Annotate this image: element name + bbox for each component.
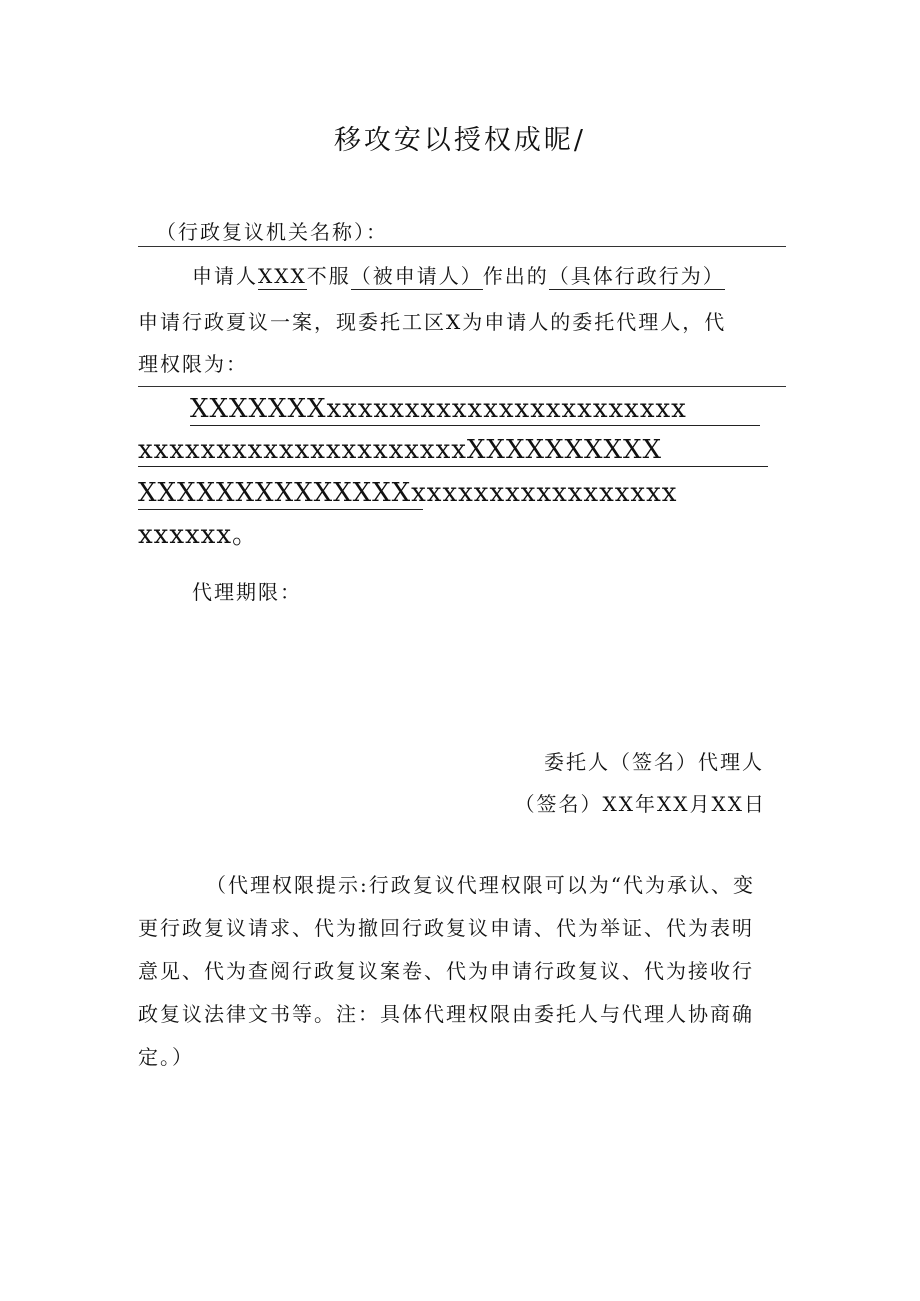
- underline: [138, 466, 768, 467]
- signature-line-2: （签名）XX年XX月XX日: [514, 792, 766, 816]
- applicant-name-field: XXX: [258, 264, 307, 288]
- administrative-act-field: （具体行政行为）: [548, 264, 725, 288]
- scope-line-1: XXXXXXXxxxxxxxxxxxxxxxxxxxxxxx: [190, 394, 687, 424]
- note-line-1: （代理权限提示:行政复议代理权限可以为“代为承认、变: [206, 873, 755, 897]
- text-made: 作出的: [482, 264, 549, 288]
- paragraph-line-1: [192, 260, 725, 289]
- scope-line-4: xxxxxx。: [138, 520, 259, 550]
- signature-line-1: 委托人（签名）代理人: [544, 750, 764, 774]
- underline: [190, 425, 760, 426]
- scope-line-3: XXXXXXXXXXXXXXxxxxxxxxxxxxxxxxx: [138, 478, 678, 508]
- addressee-line: （行政复议机关名称）：: [156, 220, 388, 244]
- respondent-field: （被申请人）: [350, 264, 483, 288]
- scope-line-2: xxxxxxxxxxxxxxxxxxxxxXXXXXXXXXX: [138, 435, 663, 465]
- document-title: 移攻安以授权成昵/: [333, 125, 587, 156]
- underline: [138, 509, 423, 510]
- paragraph-line-2: 申请行政夏议一案，现委托工区X为申请人的委托代理人，代: [138, 310, 727, 334]
- paragraph-line-3: 理权限为：: [138, 352, 248, 376]
- term-label: 代理期限：: [192, 580, 302, 604]
- text-disagree: 不服: [306, 264, 351, 288]
- rule-line: [138, 246, 786, 247]
- note-line-5: 定。）: [138, 1045, 194, 1069]
- note-line-4: 政复议法律文书等。注：具体代理权限由委托人与代理人协商确: [138, 1002, 754, 1026]
- text-applicant-prefix: 申请人: [192, 264, 258, 288]
- note-line-2: 更行政复议请求、代为撤回行政复议申请、代为举证、代为表明: [138, 916, 754, 940]
- note-line-3: 意见、代为查阅行政复议案卷、代为申请行政复议、代为接收行: [138, 959, 754, 983]
- rule-line: [138, 386, 786, 387]
